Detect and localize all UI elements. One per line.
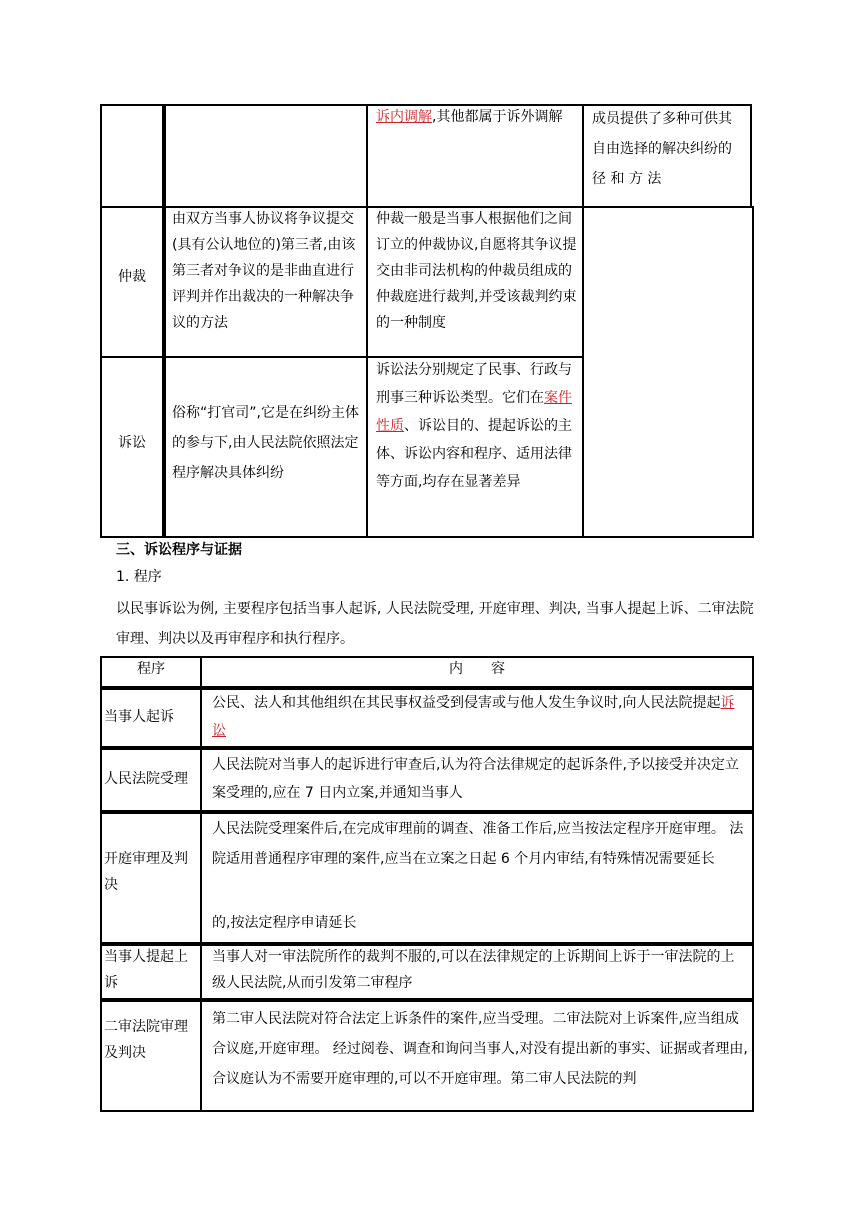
cell-text: 人民法院受理案件后,在完成审理前的调查、准备工作后,应当按法定程序开庭审理。 法院适用普通程序审理的案件,应当在立案之日起 6 个月内审结,有特殊情况需要延长 — [212, 821, 744, 867]
table-cell — [582, 206, 754, 538]
row-label: 二审法院审理及判决 — [104, 1019, 188, 1061]
cell-text: 的,按法定程序申请延长 — [212, 915, 357, 931]
cell-text: 诉讼法分别规定了民事、行政与刑事三种诉讼类型。它们在案件性质、诉讼目的、提起诉讼的主体、诉讼内容和程序、适用法律等方面,均存在显著差异 — [376, 362, 572, 490]
highlighted-term: 案件性质 — [376, 390, 572, 434]
table-cell — [100, 104, 164, 208]
highlighted-term: 诉讼 — [212, 695, 735, 739]
table-cell — [164, 104, 368, 208]
cell-text: 公民、法人和其他组织在其民事权益受到侵害或与他人发生争议时,向人民法院提起诉讼 — [212, 695, 735, 739]
subsection-heading: 1. 程序 — [116, 569, 162, 585]
cell-text: 成员提供了多种可供其自由选择的解决纠纷的径 和 方 法 — [592, 111, 732, 187]
cell-text: 人民法院对当事人的起诉进行审查后,认为符合法律规定的起诉条件,予以接受并决定立案受理的,应在 7 日内立案,并通知当事人 — [212, 757, 739, 801]
section-heading: 三、诉讼程序与证据 — [116, 542, 242, 558]
intro-paragraph: 以民事诉讼为例, 主要程序包括当事人起诉, 人民法院受理, 开庭审理、判决, 当事人提起上诉、二审法院审理、判决以及再审程序和执行程序。 — [116, 601, 754, 647]
cell-text: 诉内调解,其他都属于诉外调解 — [376, 109, 563, 125]
cell-text: 仲裁一般是当事人根据他们之间订立的仲裁协议,自愿将其争议提交由非司法机构的仲裁员组成的仲裁庭进行裁判,并受该裁判约束的一种制度 — [376, 211, 577, 331]
row-label: 当事人提起上诉 — [104, 949, 188, 991]
cell-text: 当事人对一审法院所作的裁判不服的,可以在法律规定的上诉期间上诉于一审法院的上级人民法院,从而引发第二审程序 — [212, 949, 735, 991]
row-label: 诉讼 — [118, 435, 146, 451]
highlighted-term: 诉内调解 — [376, 109, 432, 125]
column-header: 内 容 — [449, 661, 505, 677]
row-label: 人民法院受理 — [104, 771, 188, 787]
cell-text: 第二审人民法院对符合法定上诉条件的案件,应当受理。二审法院对上诉案件,应当组成合议庭,开庭审理。 经过阅卷、调查和询问当事人,对没有提出新的事实、证据或者理由,合议庭认为不需要开庭审理的,可以不开庭审理。第二审人民法院的判 — [212, 1011, 748, 1087]
row-label: 仲裁 — [118, 269, 146, 285]
row-label: 开庭审理及判决 — [104, 851, 188, 893]
row-label: 当事人起诉 — [104, 709, 174, 725]
column-header: 程序 — [137, 661, 165, 677]
cell-text: 俗称“打官司”,它是在纠纷主体的参与下,由人民法院依照法定程序解决具体纠纷 — [172, 405, 359, 481]
cell-text: 由双方当事人协议将争议提交(具有公认地位的)第三者,由该第三者对争议的是非曲直进行评判并作出裁决的一种解决争议的方法 — [172, 211, 356, 331]
